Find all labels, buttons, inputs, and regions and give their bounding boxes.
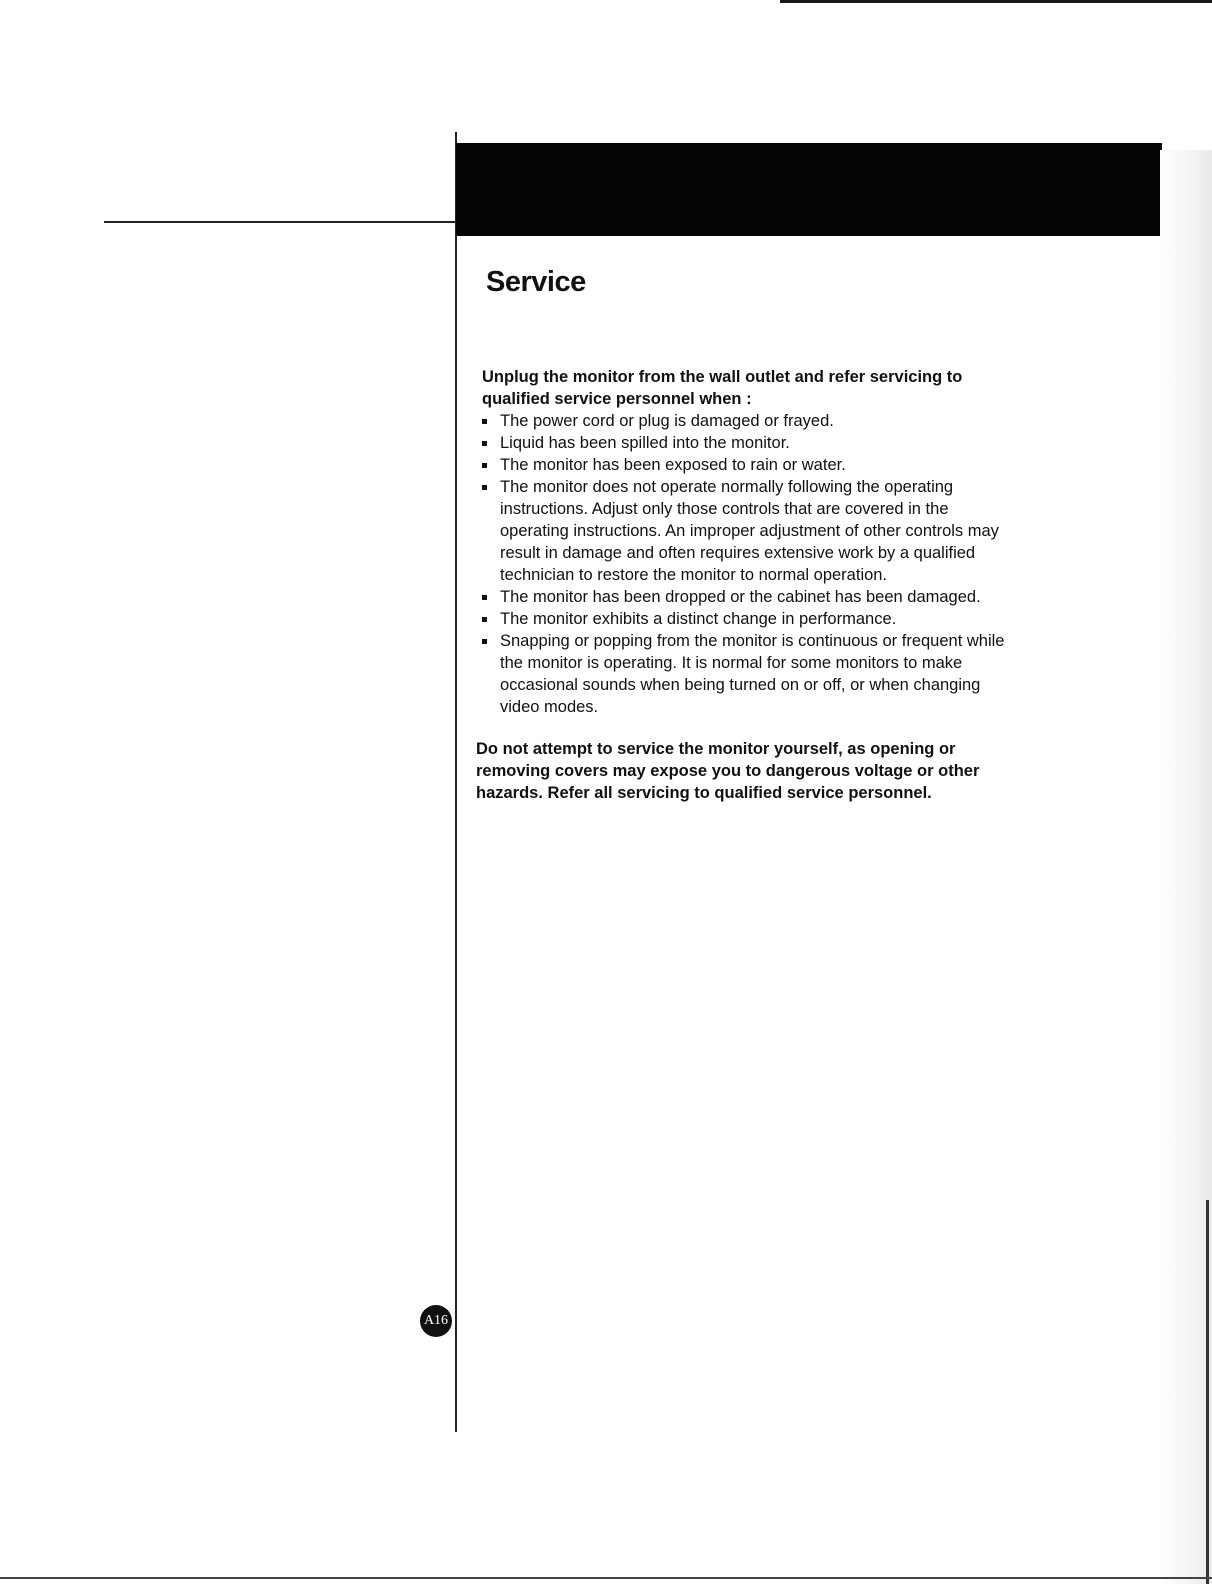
page-number-badge: A16: [420, 1305, 452, 1337]
vertical-rule: [455, 132, 457, 1432]
bottom-edge-rule: [0, 1577, 1212, 1579]
warning-paragraph: Do not attempt to service the monitor yourself, as opening or removing covers may expose you to dangerous voltage or other hazards. Refer all servicing to qualified service personnel.: [476, 740, 980, 802]
list-item: [482, 586, 1012, 608]
conditions-list: [482, 410, 1012, 718]
bullet-icon: [482, 595, 487, 600]
list-item-text: The monitor has been dropped or the cabinet has been damaged.: [500, 588, 981, 606]
bullet-icon: [482, 419, 487, 424]
bullet-icon: [482, 617, 487, 622]
horizontal-rule: [104, 221, 456, 223]
bullet-icon: [482, 441, 487, 446]
list-item-text: The monitor has been exposed to rain or water.: [500, 456, 846, 474]
scan-edge-shadow: [1160, 150, 1212, 1584]
service-section: [476, 366, 1012, 804]
intro-paragraph: Unplug the monitor from the wall outlet and refer servicing to qualified service personnel when :: [482, 368, 963, 408]
list-item: [482, 410, 1012, 432]
page-title: Service: [486, 266, 586, 298]
scan-edge-line: [1206, 1200, 1209, 1584]
list-item: [482, 608, 1012, 630]
list-item: [482, 454, 1012, 476]
list-item-text: Liquid has been spilled into the monitor.: [500, 434, 790, 452]
list-item: [482, 476, 1012, 586]
top-edge-rule: [780, 0, 1212, 3]
bullet-icon: [482, 639, 487, 644]
list-item-text: The monitor does not operate normally following the operating instructions. Adjust only those controls that are covered in the operating instructions. An improper adjustment of other controls may result in damage and often requires extensive work by a qualified technician to restore the monitor to normal operation.: [500, 478, 999, 584]
header-band: [456, 143, 1162, 236]
bullet-icon: [482, 463, 487, 468]
list-item: [482, 630, 1012, 718]
list-item-text: The monitor exhibits a distinct change in performance.: [500, 610, 897, 628]
list-item-text: The power cord or plug is damaged or frayed.: [500, 412, 834, 430]
list-item-text: Snapping or popping from the monitor is continuous or frequent while the monitor is operating. It is normal for some monitors to make occasional sounds when being turned on or off, or when changing video modes.: [500, 632, 1005, 716]
bullet-icon: [482, 485, 487, 490]
list-item: [482, 432, 1012, 454]
